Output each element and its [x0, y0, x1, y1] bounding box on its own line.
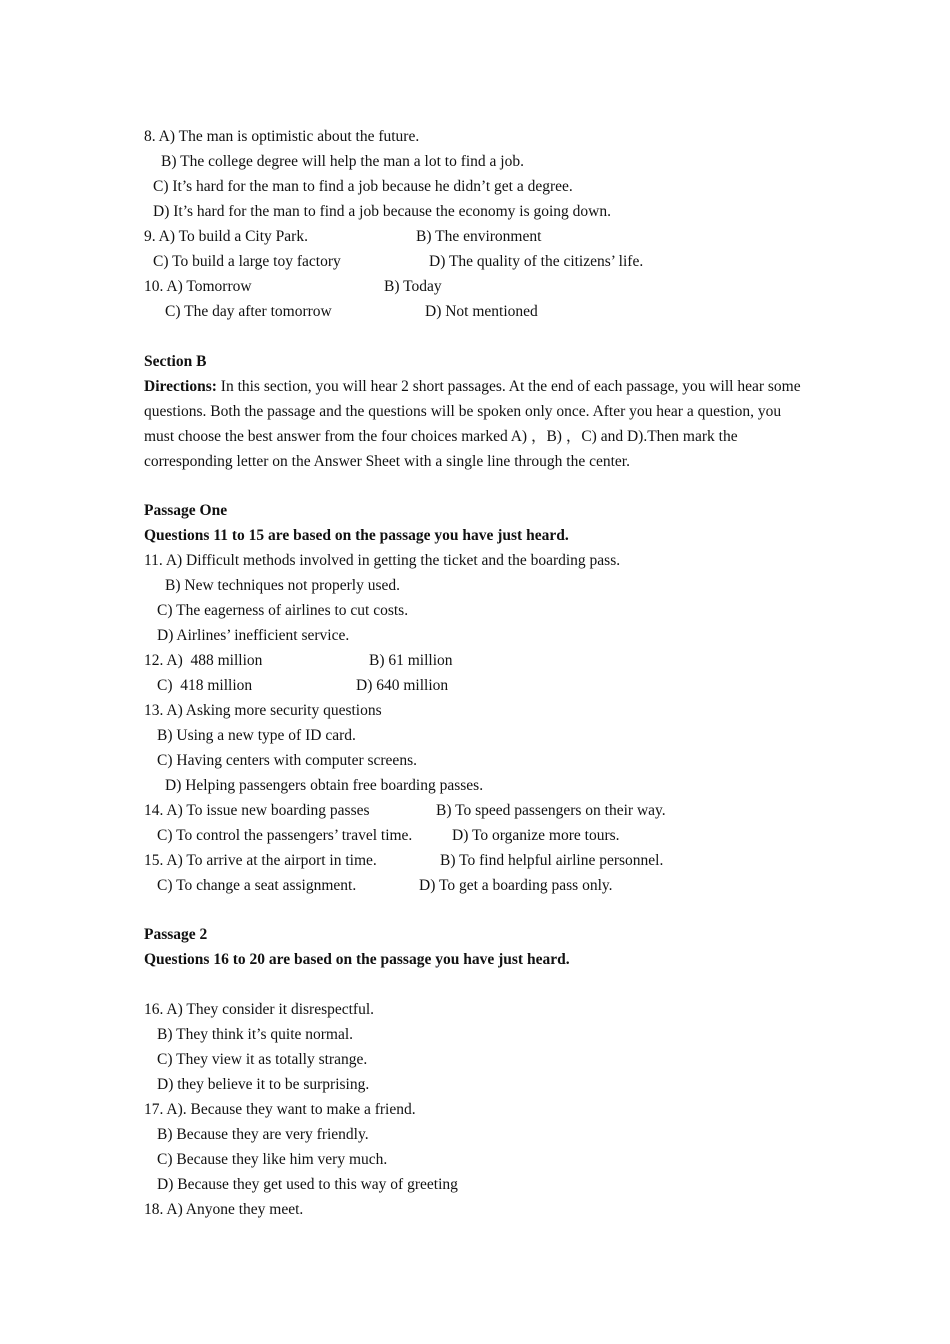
directions-text: In this section, you will hear 2 short passages. At the end of each passage, you will hear some questions. Both the passage and the questions will be spoken only once. After you hear a question, you must choose the best answer from the four choices marked A) ，B) ，C) and D).Then mark the corresponding letter on the Answer Sheet with a single line through the center. [144, 378, 801, 470]
q14-option-b: B) To speed passengers on their way. [436, 802, 666, 819]
q8-option-a: 8. A) The man is optimistic about the future. [144, 128, 420, 145]
q17-option-b: B) Because they are very friendly. [157, 1126, 369, 1143]
q12-option-a: 12. A) 488 million [144, 652, 263, 669]
q10-option-b: B) Today [384, 278, 442, 295]
q13-option-b: B) Using a new type of ID card. [157, 727, 356, 744]
q16-option-a: 16. A) They consider it disrespectful. [144, 1001, 375, 1018]
q13-option-c: C) Having centers with computer screens. [157, 752, 417, 769]
q11-option-b: B) New techniques not properly used. [165, 577, 401, 594]
q13-option-a: 13. A) Asking more security questions [144, 702, 382, 719]
q10-option-c: C) The day after tomorrow [165, 303, 332, 320]
q18-option-a: 18. A) Anyone they meet. [144, 1201, 304, 1218]
q10-option-a: 10. A) Tomorrow [144, 278, 252, 295]
q9-option-a: 9. A) To build a City Park. [144, 228, 308, 245]
section-b-directions [144, 374, 804, 474]
passage-one-instruction: Questions 11 to 15 are based on the passage you have just heard. [144, 527, 569, 544]
q16-option-d: D) they believe it to be surprising. [157, 1076, 370, 1093]
q17-option-d: D) Because they get used to this way of greeting [157, 1176, 458, 1193]
passage-two-instruction: Questions 16 to 20 are based on the passage you have just heard. [144, 951, 570, 968]
q12-option-b: B) 61 million [369, 652, 453, 669]
q8-option-d: D) It’s hard for the man to find a job because the economy is going down. [153, 203, 611, 220]
q12-option-c: C) 418 million [157, 677, 253, 694]
q9-option-d: D) The quality of the citizens’ life. [429, 253, 644, 270]
q11-option-a: 11. A) Difficult methods involved in getting the ticket and the boarding pass. [144, 552, 621, 569]
q9-option-c: C) To build a large toy factory [153, 253, 341, 270]
q17-option-c: C) Because they like him very much. [157, 1151, 388, 1168]
q8-option-b: B) The college degree will help the man a lot to find a job. [161, 153, 524, 170]
section-b-title: Section B [144, 353, 207, 370]
q11-option-d: D) Airlines’ inefficient service. [157, 627, 350, 644]
passage-one-title: Passage One [144, 502, 228, 519]
q14-option-d: D) To organize more tours. [452, 827, 620, 844]
q16-option-b: B) They think it’s quite normal. [157, 1026, 354, 1043]
q16-option-c: C) They view it as totally strange. [157, 1051, 368, 1068]
q15-option-b: B) To find helpful airline personnel. [440, 852, 664, 869]
directions-label: Directions: [144, 378, 217, 395]
q13-option-d: D) Helping passengers obtain free boarding passes. [165, 777, 484, 794]
q8-option-c: C) It’s hard for the man to find a job because he didn’t get a degree. [153, 178, 573, 195]
q15-option-d: D) To get a boarding pass only. [419, 877, 613, 894]
q15-option-a: 15. A) To arrive at the airport in time. [144, 852, 377, 869]
q14-option-a: 14. A) To issue new boarding passes [144, 802, 370, 819]
q10-option-d: D) Not mentioned [425, 303, 538, 320]
q12-option-d: D) 640 million [356, 677, 449, 694]
q17-option-a: 17. A). Because they want to make a friend. [144, 1101, 416, 1118]
q14-option-c: C) To control the passengers’ travel time. [157, 827, 413, 844]
q15-option-c: C) To change a seat assignment. [157, 877, 357, 894]
q9-option-b: B) The environment [416, 228, 542, 245]
passage-two-title: Passage 2 [144, 926, 208, 943]
q11-option-c: C) The eagerness of airlines to cut costs. [157, 602, 409, 619]
